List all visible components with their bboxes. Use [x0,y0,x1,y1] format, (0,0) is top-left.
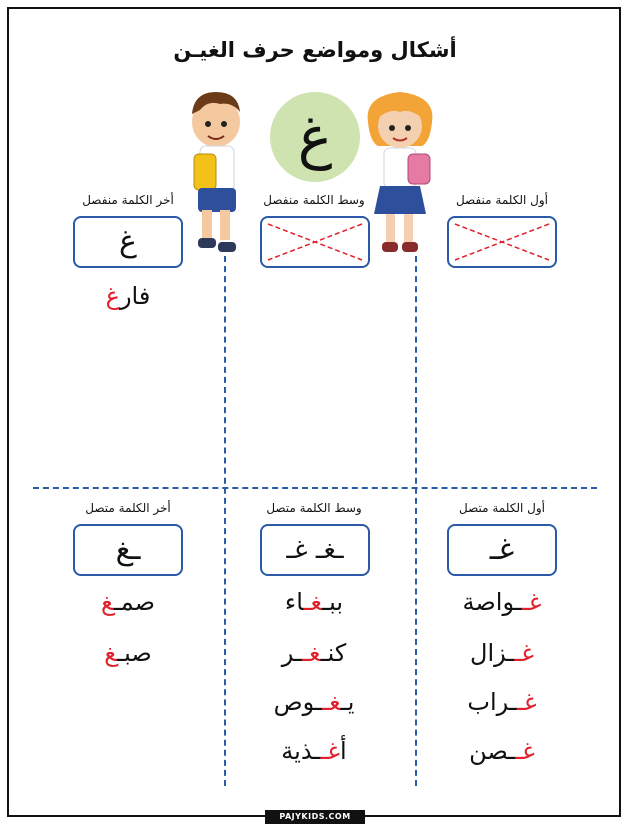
label-connected-middle: وسط الكلمة متصل [266,501,362,515]
cross-mark-icon [262,218,368,266]
vertical-divider [224,256,226,786]
highlight-letter: غـ [303,588,323,616]
word-part: فار [119,282,151,310]
label-separate-end: أخر الكلمة منفصل [82,193,174,207]
site-footer-badge: PAJYKIDS.COM [265,810,365,824]
word-start-2 [427,639,577,667]
word-part: ـزال [470,639,515,667]
highlight-letter: غـ [514,639,534,667]
word-part: اء [284,588,304,616]
label-separate-start: أول الكلمة منفصل [455,193,549,207]
word-part: كنـ [320,639,347,667]
label-connected-end: أخر الكلمة متصل [85,501,171,515]
word-part: ـر [281,639,302,667]
word-start-3 [427,688,577,716]
word-end-1 [53,588,203,616]
word-start-1 [427,588,577,616]
word-part: ـصن [469,737,516,765]
word-part: ـراب [467,688,517,716]
boy-illustration [180,82,250,262]
word-middle-3 [239,688,389,716]
word-separate-end [53,282,203,310]
highlight-letter: غـ [320,737,341,765]
highlight-letter: غـ [516,688,537,716]
highlight-letter: غ [100,588,114,616]
word-middle-1 [239,588,389,616]
label-separate-middle: وسط الكلمة منفصل [263,193,365,207]
word-middle-4 [239,737,389,765]
highlight-letter: غـ [515,737,535,765]
box-separate-start [447,216,557,268]
form-separate-end: غ [119,224,137,259]
box-separate-middle [260,216,370,268]
word-middle-2 [239,639,389,667]
cross-mark-icon [449,218,555,266]
word-part: يـ [340,688,355,716]
word-part: صمـ [113,588,156,616]
highlight-letter: غـ [301,639,321,667]
girl-illustration [360,82,440,262]
highlight-letter: غ [105,282,120,310]
form-connected-start: غـ [489,532,515,567]
horizontal-divider [33,487,597,489]
form-connected-end: ـغ [115,532,141,567]
highlight-letter: غـ [322,688,341,716]
word-part: ـوص [273,688,323,716]
word-end-2 [53,639,203,667]
word-part: ـذية [281,737,321,765]
form-connected-middle: ـغـ غـ [286,535,344,565]
highlight-letter: غ [104,639,118,667]
vertical-divider [415,256,417,786]
word-part: ـواصة [462,588,522,616]
word-part: ببـ [322,588,344,616]
word-part: صبـ [117,639,152,667]
highlight-letter: غـ [521,588,542,616]
page-title: أشكال ومواضع حرف الغيـن [173,38,457,62]
main-letter: غ [297,103,333,171]
word-start-4 [427,737,577,765]
label-connected-start: أول الكلمة متصل [459,501,545,515]
word-part: أ [340,737,347,765]
